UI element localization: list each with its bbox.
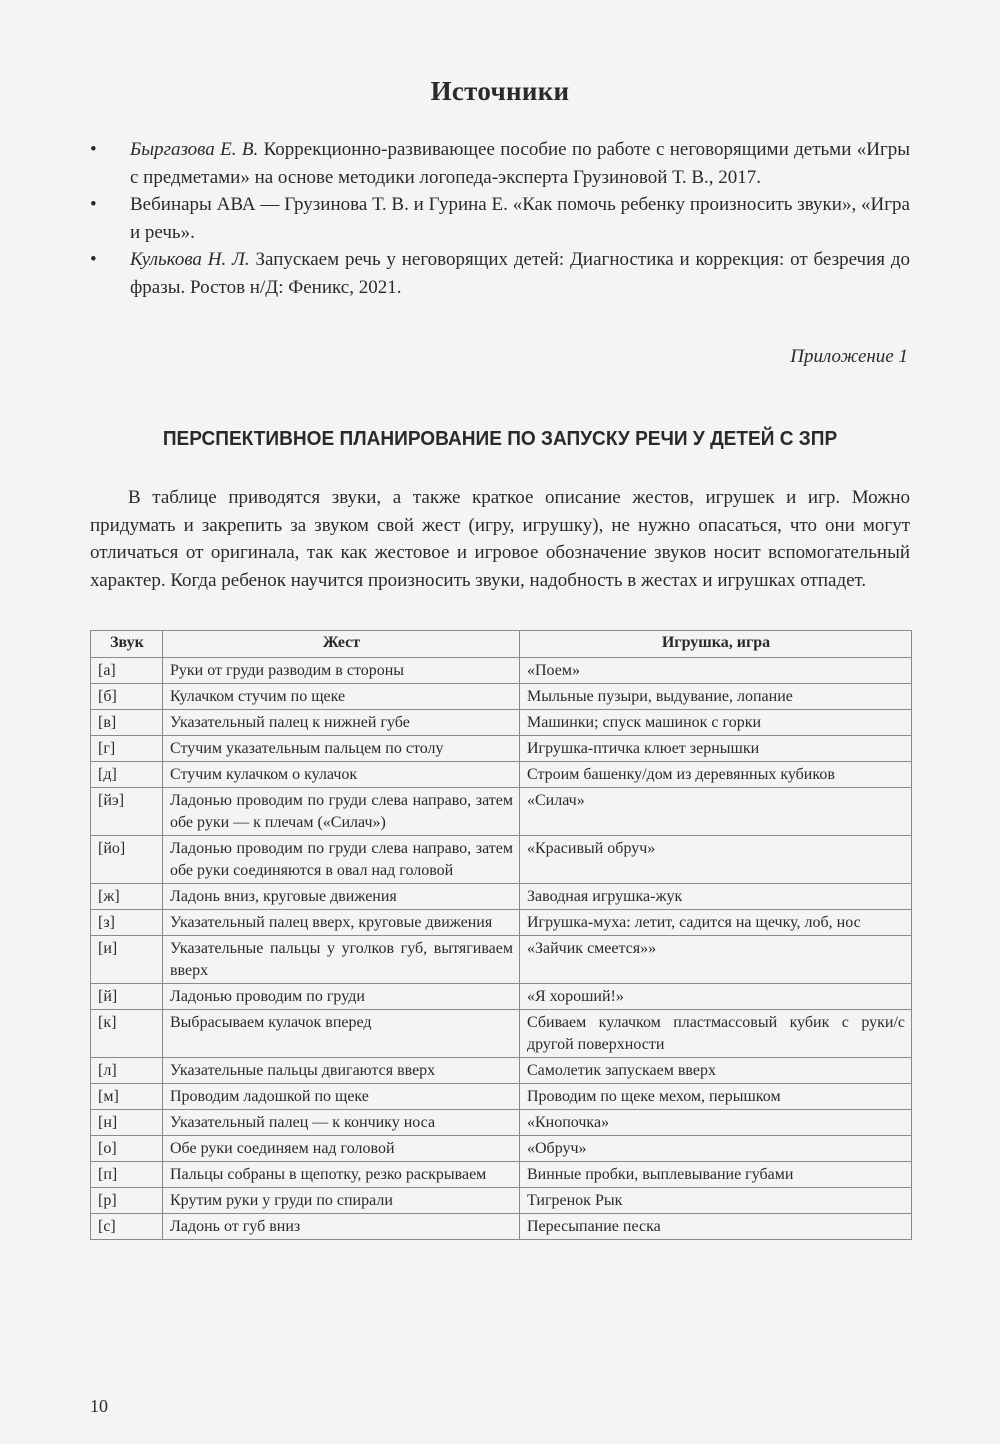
sources-list [90, 136, 910, 301]
header-gesture: Жест [163, 631, 520, 658]
gesture-cell: Ладонью проводим по груди слева направо, затем обе руки соединяются в овал над головой [163, 836, 520, 884]
table-row [91, 684, 912, 710]
sound-cell: [м] [91, 1084, 163, 1110]
bullet-icon: • [90, 249, 97, 270]
toy-game-cell: Тигренок Рык [520, 1188, 912, 1214]
table-header-row [91, 631, 912, 658]
source-text: Вебинары АВА — Грузинова Т. В. и Гурина Е. «Как помочь ребенку произносить звуки», «Игра и речь». [130, 194, 910, 243]
source-item [90, 191, 910, 246]
gesture-cell: Ладонью проводим по груди [163, 984, 520, 1010]
intro-paragraph: В таблице приводятся звуки, а также краткое описание жестов, игрушек и игр. Можно придумать и закрепить за звуком свой жест (игру, игрушку), не нужно опасаться, что они могут отличаться от оригинала, так как жестовое и игровое обозначение звуков носит вспомогательный характер. Когда ребенок научится произносить звуки, надобность в жестах и игрушках отпадет. [90, 487, 910, 591]
table-row [91, 1136, 912, 1162]
appendix-label: Приложение 1 [790, 346, 908, 367]
gesture-cell: Стучим кулачком о кулачок [163, 762, 520, 788]
sound-cell: [с] [91, 1214, 163, 1240]
gesture-cell: Крутим руки у груди по спирали [163, 1188, 520, 1214]
toy-game-cell: «Я хороший!» [520, 984, 912, 1010]
toy-game-cell: Самолетик запускаем вверх [520, 1058, 912, 1084]
gesture-cell: Указательный палец вверх, круговые движения [163, 910, 520, 936]
sound-cell: [и] [91, 936, 163, 984]
table-row [91, 710, 912, 736]
toy-game-cell: Игрушка-муха: летит, садится на щечку, лоб, нос [520, 910, 912, 936]
table-row [91, 936, 912, 984]
gesture-cell: Указательные пальцы двигаются вверх [163, 1058, 520, 1084]
gesture-cell: Ладонью проводим по груди слева направо, затем обе руки — к плечам («Силач») [163, 788, 520, 836]
toy-game-cell: «Поем» [520, 658, 912, 684]
source-item [90, 246, 910, 301]
sound-cell: [п] [91, 1162, 163, 1188]
toy-game-cell: Заводная игрушка-жук [520, 884, 912, 910]
table-row [91, 1214, 912, 1240]
sound-cell: [йо] [91, 836, 163, 884]
toy-game-cell: «Обруч» [520, 1136, 912, 1162]
toy-game-cell: «Кнопочка» [520, 1110, 912, 1136]
sound-cell: [н] [91, 1110, 163, 1136]
sources-heading: Источники [430, 76, 570, 106]
gesture-cell: Выбрасываем кулачок вперед [163, 1010, 520, 1058]
sound-cell: [б] [91, 684, 163, 710]
gesture-cell: Указательный палец к нижней губе [163, 710, 520, 736]
source-item [90, 136, 910, 191]
plan-heading: ПЕРСПЕКТИВНОЕ ПЛАНИРОВАНИЕ ПО ЗАПУСКУ РЕЧИ У ДЕТЕЙ С ЗПР [162, 427, 838, 450]
gesture-cell: Ладонь вниз, круговые движения [163, 884, 520, 910]
source-author: Быргазова Е. В. [130, 139, 259, 160]
table-row [91, 1084, 912, 1110]
gesture-cell: Проводим ладошкой по щеке [163, 1084, 520, 1110]
toy-game-cell: Сбиваем кулачком пластмассовый кубик с руки/с другой поверхности [520, 1010, 912, 1058]
header-sound: Звук [91, 631, 163, 658]
table-row [91, 736, 912, 762]
toy-game-cell: Пересыпание песка [520, 1214, 912, 1240]
toy-game-cell: Строим башенку/дом из деревянных кубиков [520, 762, 912, 788]
sound-gesture-table [90, 630, 912, 1240]
gesture-cell: Ладонь от губ вниз [163, 1214, 520, 1240]
sound-cell: [о] [91, 1136, 163, 1162]
sound-cell: [л] [91, 1058, 163, 1084]
toy-game-cell: «Силач» [520, 788, 912, 836]
source-text: Запускаем речь у неговорящих детей: Диагностика и коррекция: от безречия до фразы. Ростов н/Д: Феникс, 2021. [130, 249, 911, 298]
toy-game-cell: Проводим по щеке мехом, перышком [520, 1084, 912, 1110]
source-text: Коррекционно-развивающее пособие по работе с неговорящими детьми «Игры с предметами» на основе методики логопеда-эксперта Грузиновой Т. В., 2017. [130, 139, 911, 188]
sound-cell: [з] [91, 910, 163, 936]
sound-cell: [ж] [91, 884, 163, 910]
table-row [91, 1110, 912, 1136]
sound-cell: [г] [91, 736, 163, 762]
sound-cell: [в] [91, 710, 163, 736]
gesture-cell: Стучим указательным пальцем по столу [163, 736, 520, 762]
sound-cell: [йэ] [91, 788, 163, 836]
sound-cell: [к] [91, 1010, 163, 1058]
table-row [91, 910, 912, 936]
table-row [91, 762, 912, 788]
gesture-cell: Пальцы собраны в щепотку, резко раскрываем [163, 1162, 520, 1188]
table-row [91, 788, 912, 836]
gesture-cell: Обе руки соединяем над головой [163, 1136, 520, 1162]
table-row [91, 1188, 912, 1214]
toy-game-cell: Мыльные пузыри, выдувание, лопание [520, 684, 912, 710]
table-row [91, 884, 912, 910]
sound-cell: [р] [91, 1188, 163, 1214]
header-toy-game: Игрушка, игра [520, 631, 912, 658]
toy-game-cell: «Зайчик смеется»» [520, 936, 912, 984]
sound-cell: [а] [91, 658, 163, 684]
table-row [91, 1010, 912, 1058]
sound-cell: [й] [91, 984, 163, 1010]
page-number: 10 [90, 1396, 108, 1416]
table-body [91, 658, 912, 1240]
gesture-cell: Руки от груди разводим в стороны [163, 658, 520, 684]
gesture-cell: Указательные пальцы у уголков губ, вытягиваем вверх [163, 936, 520, 984]
toy-game-cell: Винные пробки, выплевывание губами [520, 1162, 912, 1188]
table-row [91, 984, 912, 1010]
gesture-cell: Указательный палец — к кончику носа [163, 1110, 520, 1136]
sound-cell: [д] [91, 762, 163, 788]
bullet-icon: • [90, 139, 97, 160]
gesture-cell: Кулачком стучим по щеке [163, 684, 520, 710]
toy-game-cell: Игрушка-птичка клюет зернышки [520, 736, 912, 762]
table-row [91, 836, 912, 884]
table-row [91, 1058, 912, 1084]
table-row [91, 1162, 912, 1188]
toy-game-cell: «Красивый обруч» [520, 836, 912, 884]
bullet-icon: • [90, 194, 97, 215]
table-row [91, 658, 912, 684]
source-author: Кулькова Н. Л. [130, 249, 250, 270]
toy-game-cell: Машинки; спуск машинок с горки [520, 710, 912, 736]
